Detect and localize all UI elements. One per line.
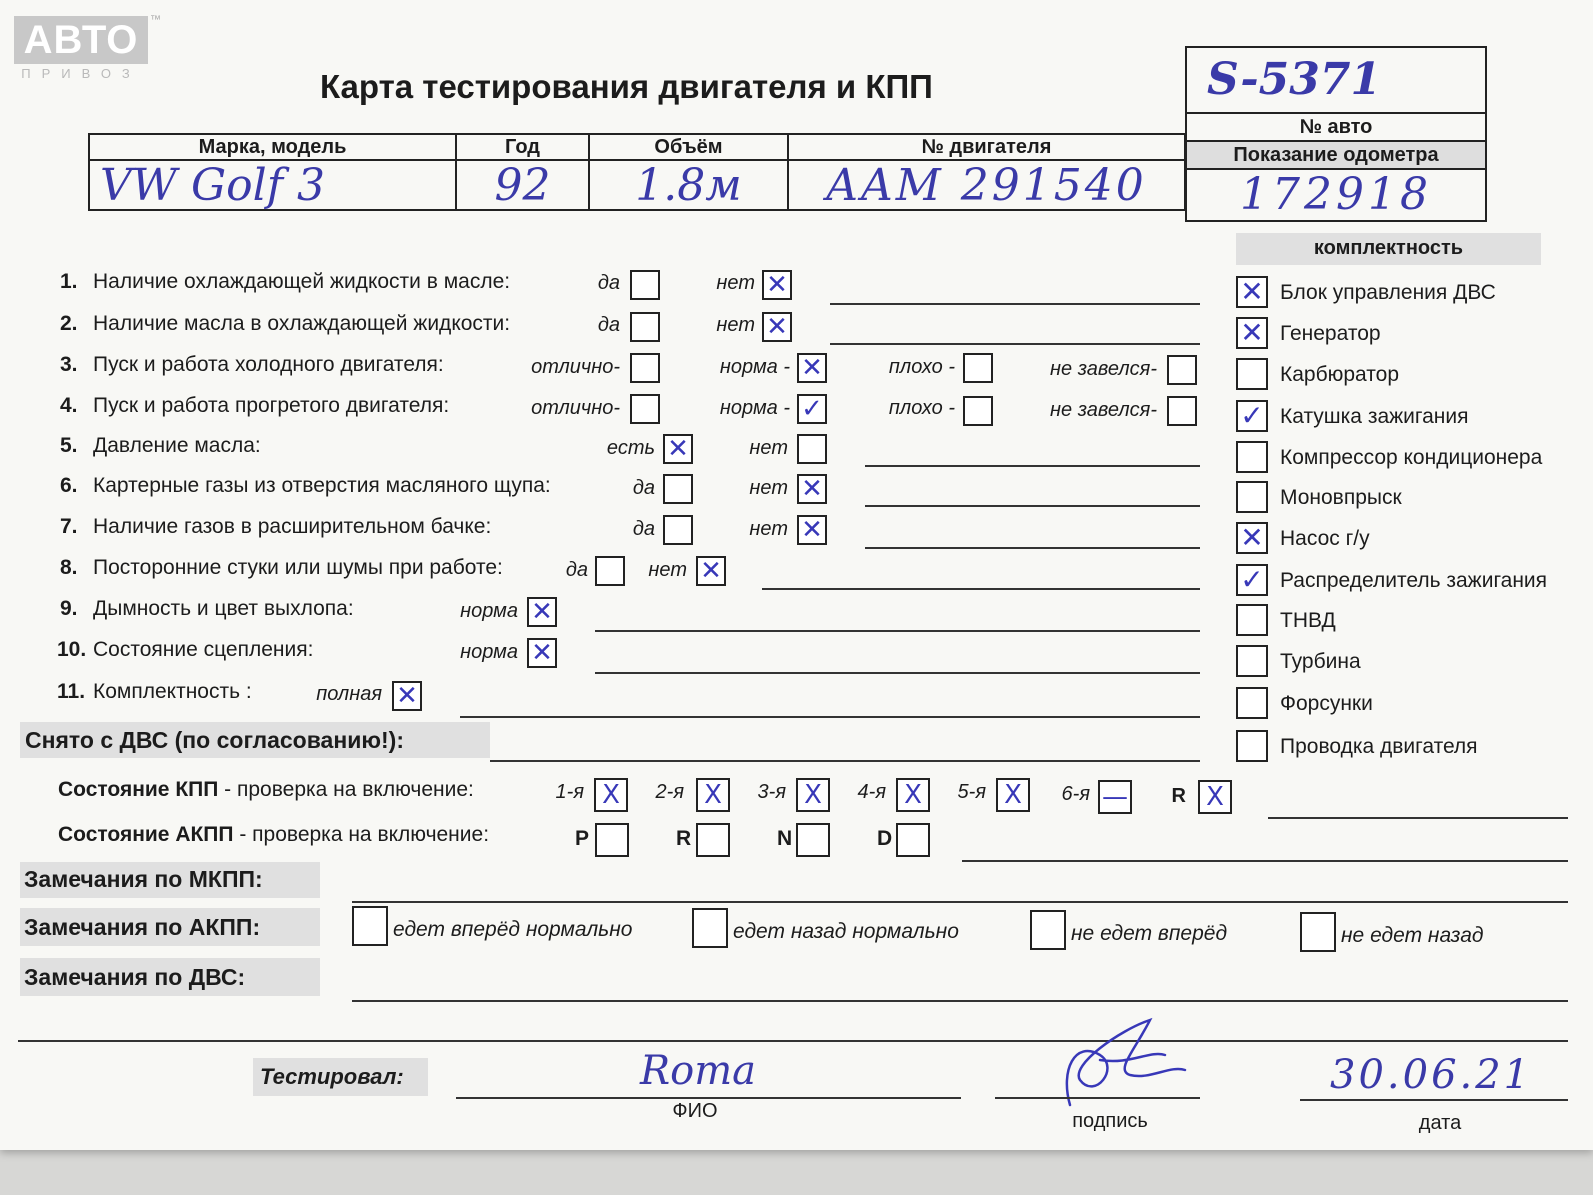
- x-mark-icon: ✕: [667, 434, 689, 464]
- make-label: Марка, модель: [90, 135, 455, 161]
- signature-stroke: [1067, 1020, 1185, 1105]
- gear-checkbox-r[interactable]: [1198, 780, 1232, 814]
- q3-bad-checkbox[interactable]: [963, 353, 993, 383]
- komplekt-label-distributor: Распределитель зажигания: [1280, 569, 1548, 592]
- x-mark-icon: ✕: [531, 638, 553, 668]
- q11-notes-line: [460, 716, 1200, 718]
- komplekt-label-turbine: Турбина: [1280, 650, 1361, 673]
- q1-opt-yes: да: [597, 272, 620, 294]
- akpp-no-reverse-checkbox[interactable]: [1300, 912, 1336, 952]
- make-value: VW Golf 3: [100, 160, 325, 211]
- komplekt-label-mono-injection: Моновпрыск: [1280, 486, 1402, 509]
- sign-caption: подпись: [1072, 1110, 1148, 1132]
- q6-text: Картерные газы из отверстия масляного щупа:: [93, 474, 551, 497]
- make-cell: [90, 135, 455, 209]
- q10-notes-line: [595, 672, 1200, 674]
- q8-text: Посторонние стуки или шумы при работе:: [93, 556, 503, 579]
- q7-notes-line: [865, 547, 1200, 549]
- gear-checkbox-6[interactable]: [1098, 780, 1132, 814]
- q9-notes-line: [595, 630, 1200, 632]
- q4-opt-normal: норма -: [719, 397, 790, 419]
- logo-subtitle: ПРИВОЗ: [21, 66, 141, 81]
- x-mark-icon: ✕: [766, 270, 788, 300]
- x-mark-icon: ✕: [801, 474, 823, 504]
- komplekt-label-injectors: Форсунки: [1280, 692, 1373, 715]
- gear-label-5: 5-я: [957, 781, 986, 803]
- akpp-reverse-ok-label: едет назад нормально: [733, 920, 959, 943]
- q4-opt-excellent: отлично-: [531, 397, 620, 419]
- x-mark-icon: X: [904, 780, 922, 810]
- gear-checkbox-3[interactable]: [796, 778, 830, 812]
- komplekt-label-wiring: Проводка двигателя: [1280, 735, 1478, 758]
- q10-text: Состояние сцепления:: [93, 638, 314, 661]
- q8-no-checkbox[interactable]: [696, 556, 726, 586]
- q8-opt-no: нет: [648, 559, 687, 581]
- x-mark-icon: ✕: [1240, 275, 1264, 308]
- q3-opt-bad: плохо -: [888, 356, 955, 378]
- gear-label-6: 6-я: [1061, 783, 1090, 805]
- mode-label-r: R: [676, 827, 692, 850]
- komplekt-label-ps-pump: Насос г/у: [1280, 527, 1370, 550]
- gear-checkbox-4[interactable]: [896, 778, 930, 812]
- komplekt-checkbox-ps-pump[interactable]: [1236, 522, 1268, 554]
- q1-no-checkbox[interactable]: [762, 270, 792, 300]
- x-mark-icon: ✕: [766, 312, 788, 342]
- q11-full-checkbox[interactable]: [392, 681, 422, 711]
- auto-number-label: № авто: [1187, 114, 1485, 142]
- auto-number-cell: [1187, 48, 1485, 114]
- mode-checkbox-p[interactable]: [595, 823, 629, 857]
- q1-notes-line: [830, 303, 1200, 305]
- q4-number: 4.: [60, 394, 78, 417]
- name-caption: ФИО: [672, 1100, 718, 1122]
- q9-text: Дымность и цвет выхлопа:: [93, 597, 354, 620]
- x-mark-icon: ✕: [396, 681, 418, 711]
- q7-no-checkbox[interactable]: [797, 515, 827, 545]
- mode-checkbox-d[interactable]: [896, 823, 930, 857]
- name-line: [456, 1097, 961, 1099]
- x-mark-icon: X: [1004, 780, 1022, 810]
- akpp-label-bold: Состояние АКПП: [58, 823, 234, 846]
- auto-number-box: [1185, 46, 1487, 222]
- sign-line: [995, 1097, 1200, 1099]
- q3-normal-checkbox[interactable]: [797, 353, 827, 383]
- remarks-dvs-line: [352, 1000, 1568, 1002]
- x-mark-icon: ✕: [1240, 316, 1264, 349]
- komplekt-title: комплектность: [1313, 237, 1464, 259]
- gear-label-3: 3-я: [757, 781, 786, 803]
- q1-opt-no: нет: [716, 272, 755, 294]
- q4-bad-checkbox[interactable]: [963, 396, 993, 426]
- komplekt-checkbox-wiring[interactable]: [1236, 730, 1268, 762]
- signature: [1040, 1010, 1190, 1120]
- komplekt-label-ecu: Блок управления ДВС: [1280, 281, 1496, 304]
- komplekt-checkbox-mono-injection[interactable]: [1236, 481, 1268, 513]
- q8-notes-line: [762, 588, 1200, 590]
- q6-no-checkbox[interactable]: [797, 474, 827, 504]
- q6-opt-yes: да: [632, 477, 655, 499]
- remarks-akpp-label: Замечания по АКПП:: [24, 914, 261, 940]
- q7-opt-yes: да: [632, 518, 655, 540]
- q4-text: Пуск и работа прогретого двигателя:: [93, 394, 450, 417]
- q6-opt-no: нет: [749, 477, 788, 499]
- x-mark-icon: ✕: [531, 597, 553, 627]
- gear-checkbox-2[interactable]: [696, 778, 730, 812]
- engine-value: AAM 291540: [826, 160, 1147, 211]
- volume-label: Объём: [590, 135, 787, 161]
- komplekt-checkbox-generator[interactable]: [1236, 317, 1268, 349]
- kpp-label: [58, 778, 474, 802]
- x-mark-icon: ✕: [1240, 521, 1264, 554]
- q4-opt-nostart: не завелся-: [1050, 399, 1157, 421]
- removed-label: Снято с ДВС (по согласованию!):: [25, 727, 404, 753]
- logo-text: АВТО: [23, 18, 139, 62]
- komplekt-label-ignition-coil: Катушка зажигания: [1280, 405, 1469, 428]
- check-mark-icon: ✓: [801, 394, 823, 424]
- gear-label-4: 4-я: [857, 781, 886, 803]
- q11-opt-full: полная: [316, 683, 382, 705]
- q7-number: 7.: [60, 515, 78, 538]
- komplekt-checkbox-ac-compressor[interactable]: [1236, 441, 1268, 473]
- q3-nostart-checkbox[interactable]: [1167, 355, 1197, 385]
- date-line: [1300, 1099, 1568, 1101]
- q8-opt-yes: да: [565, 559, 588, 581]
- remarks-extra-line: [18, 1040, 1568, 1042]
- komplekt-checkbox-carburetor[interactable]: [1236, 358, 1268, 390]
- gear-checkbox-5[interactable]: [996, 778, 1030, 812]
- odometer-label: Показание одометра: [1187, 142, 1485, 170]
- q9-opt-normal: норма: [460, 600, 518, 622]
- check-mark-icon: ✓: [1240, 563, 1264, 596]
- gear-checkbox-1[interactable]: [594, 778, 628, 812]
- q7-opt-no: нет: [749, 518, 788, 540]
- kpp-notes-line: [1268, 817, 1568, 819]
- x-mark-icon: X: [804, 780, 822, 810]
- q2-notes-line: [830, 343, 1200, 345]
- kpp-label-rest: - проверка на включение:: [218, 778, 474, 801]
- mode-label-d: D: [877, 827, 893, 850]
- date-caption: дата: [1418, 1112, 1462, 1134]
- q8-number: 8.: [60, 556, 78, 579]
- q5-text: Давление масла:: [93, 434, 261, 457]
- q6-notes-line: [865, 505, 1200, 507]
- mode-label-n: N: [777, 827, 793, 850]
- volume-value: 1.8м: [635, 160, 742, 211]
- q3-number: 3.: [60, 353, 78, 376]
- q2-number: 2.: [60, 312, 78, 335]
- q10-normal-checkbox[interactable]: [527, 638, 557, 668]
- q1-number: 1.: [60, 270, 78, 293]
- x-mark-icon: X: [704, 780, 722, 810]
- q9-normal-checkbox[interactable]: [527, 597, 557, 627]
- q8-yes-checkbox[interactable]: [595, 556, 625, 586]
- akpp-no-forward-checkbox[interactable]: [1030, 910, 1066, 950]
- odometer-cell: [1187, 170, 1485, 220]
- check-mark-icon: ✓: [1240, 399, 1264, 432]
- x-mark-icon: ✕: [801, 353, 823, 383]
- q2-text: Наличие масла в охлаждающей жидкости:: [93, 312, 511, 335]
- q9-number: 9.: [60, 597, 78, 620]
- q7-text: Наличие газов в расширительном бачке:: [93, 515, 492, 538]
- q4-opt-bad: плохо -: [888, 397, 955, 419]
- komplekt-label-ac-compressor: Компрессор кондиционера: [1280, 446, 1543, 469]
- auto-number-value: S-5371: [1207, 54, 1382, 105]
- dash-mark-icon: —: [1102, 782, 1128, 812]
- year-value: 92: [494, 160, 551, 211]
- q5-no-checkbox[interactable]: [797, 434, 827, 464]
- q4-excellent-checkbox[interactable]: [630, 394, 660, 424]
- engine-cell: [787, 135, 1184, 209]
- gear-label-r: R: [1171, 785, 1186, 807]
- q6-yes-checkbox[interactable]: [663, 474, 693, 504]
- q10-number: 10.: [57, 638, 87, 661]
- vehicle-header-table: [88, 133, 1186, 211]
- tester-name-value: Roma: [640, 1048, 756, 1094]
- akpp-notes-line: [962, 860, 1568, 862]
- q4-nostart-checkbox[interactable]: [1167, 396, 1197, 426]
- mode-label-p: P: [575, 827, 590, 850]
- akpp-no-forward-label: не едет вперёд: [1071, 922, 1228, 945]
- q3-opt-excellent: отлично-: [531, 356, 620, 378]
- q3-opt-normal: норма -: [719, 356, 790, 378]
- q3-text: Пуск и работа холодного двигателя:: [93, 353, 444, 376]
- q6-number: 6.: [60, 474, 78, 497]
- gear-label-1: 1-я: [555, 781, 584, 803]
- komplekt-checkbox-injection-pump[interactable]: [1236, 604, 1268, 636]
- q5-opt-yes: есть: [606, 437, 655, 459]
- q2-opt-no: нет: [716, 314, 755, 336]
- akpp-forward-ok-label: едет вперёд нормально: [393, 918, 633, 941]
- q1-yes-checkbox[interactable]: [630, 270, 660, 300]
- mode-checkbox-n[interactable]: [796, 823, 830, 857]
- q2-opt-yes: да: [597, 314, 620, 336]
- akpp-forward-ok-checkbox[interactable]: [352, 906, 388, 946]
- x-mark-icon: ✕: [801, 515, 823, 545]
- remarks-mkpp-line: [352, 901, 1568, 903]
- q4-normal-checkbox[interactable]: [797, 394, 827, 424]
- komplekt-checkbox-ignition-coil[interactable]: [1236, 400, 1268, 432]
- akpp-label-rest: - проверка на включение:: [233, 823, 490, 846]
- q7-yes-checkbox[interactable]: [663, 515, 693, 545]
- komplekt-checkbox-turbine[interactable]: [1236, 645, 1268, 677]
- q5-yes-checkbox[interactable]: [663, 434, 693, 464]
- x-mark-icon: X: [1206, 782, 1224, 812]
- page-title: Карта тестирования двигателя и КПП: [320, 68, 933, 105]
- date-value: 30.06.21: [1330, 1052, 1533, 1098]
- mode-checkbox-r[interactable]: [696, 823, 730, 857]
- kpp-label-bold: Состояние КПП: [58, 778, 219, 801]
- komplekt-label-injection-pump: ТНВД: [1280, 609, 1336, 632]
- komplekt-label-carburetor: Карбюратор: [1280, 363, 1400, 386]
- akpp-no-reverse-label: не едет назад: [1341, 924, 1484, 947]
- akpp-reverse-ok-checkbox[interactable]: [692, 908, 728, 948]
- komplekt-checkbox-distributor[interactable]: [1236, 564, 1268, 596]
- q5-opt-no: нет: [749, 437, 788, 459]
- akpp-label: [58, 823, 489, 847]
- q3-opt-nostart: не завелся-: [1050, 358, 1157, 380]
- remarks-dvs-label: Замечания по ДВС:: [24, 964, 246, 990]
- q1-text: Наличие охлаждающей жидкости в масле:: [93, 270, 511, 293]
- komplekt-checkbox-ecu[interactable]: [1236, 276, 1268, 308]
- year-label: Год: [457, 135, 588, 161]
- remarks-mkpp-label: Замечания по МКПП:: [24, 866, 263, 892]
- q11-number: 11.: [57, 680, 86, 703]
- q10-opt-normal: норма: [460, 641, 518, 663]
- tested-label: Тестировал:: [260, 1064, 404, 1089]
- logo-trademark: ™: [150, 14, 161, 26]
- year-cell: [455, 135, 588, 209]
- odometer-value: 172918: [1240, 169, 1432, 220]
- q3-excellent-checkbox[interactable]: [630, 353, 660, 383]
- removed-notes-line: [490, 760, 1200, 762]
- avtoprivoz-logo: [14, 16, 148, 64]
- komplekt-label-generator: Генератор: [1280, 322, 1381, 345]
- engine-label: № двигателя: [789, 135, 1184, 161]
- x-mark-icon: ✕: [700, 556, 722, 586]
- komplekt-checkbox-injectors[interactable]: [1236, 687, 1268, 719]
- q5-notes-line: [865, 465, 1200, 467]
- q11-text: Комплектность :: [93, 680, 252, 703]
- volume-cell: [588, 135, 787, 209]
- gear-label-2: 2-я: [655, 781, 684, 803]
- q5-number: 5.: [60, 434, 78, 457]
- x-mark-icon: X: [602, 780, 620, 810]
- q2-no-checkbox[interactable]: [762, 312, 792, 342]
- q2-yes-checkbox[interactable]: [630, 312, 660, 342]
